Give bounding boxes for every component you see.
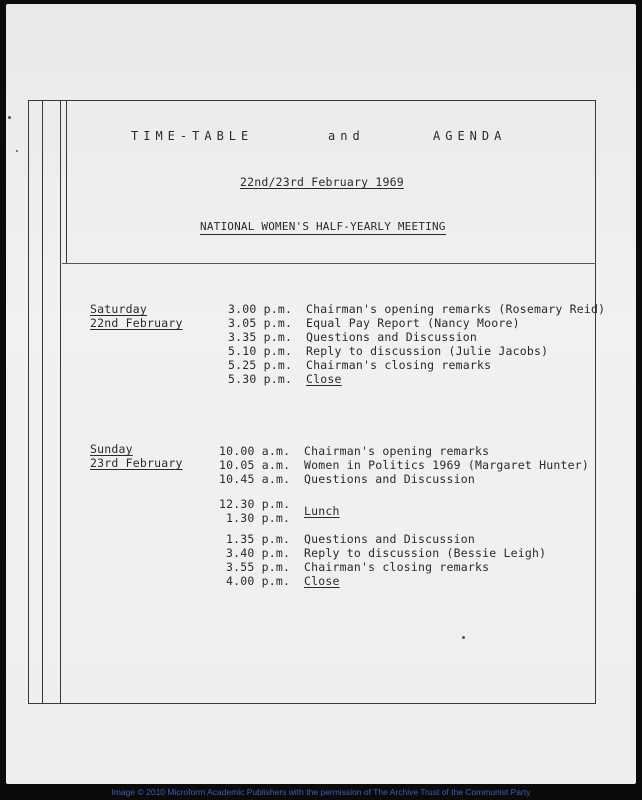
agenda-time: 3.05 p.m. bbox=[228, 316, 293, 330]
saturday-date: 22nd February bbox=[90, 316, 183, 330]
agenda-item: Reply to discussion (Bessie Leigh) bbox=[304, 546, 547, 560]
agenda-time: 10.05 a.m. bbox=[219, 458, 291, 472]
agenda-time: 4.00 p.m. bbox=[226, 574, 291, 588]
agenda-item: Women in Politics 1969 (Margaret Hunter) bbox=[304, 458, 589, 472]
agenda-item: Questions and Discussion bbox=[306, 330, 477, 344]
lunch-start-time: 12.30 p.m. bbox=[219, 497, 291, 511]
agenda-time: 5.30 p.m. bbox=[228, 372, 293, 386]
agenda-item: Questions and Discussion bbox=[304, 532, 475, 546]
meeting-title: NATIONAL WOMEN'S HALF-YEARLY MEETING bbox=[200, 220, 446, 233]
agenda-time: 3.00 p.m. bbox=[228, 302, 293, 316]
lunch-end-time: 1.30 p.m. bbox=[226, 511, 291, 525]
meeting-date: 22nd/23rd February 1969 bbox=[240, 175, 404, 189]
agenda-time: 5.25 p.m. bbox=[228, 358, 293, 372]
agenda-time: 5.10 p.m. bbox=[228, 344, 293, 358]
header-divider bbox=[62, 263, 596, 264]
margin-rule-3 bbox=[66, 100, 67, 263]
agenda-item: Chairman's closing remarks bbox=[304, 560, 490, 574]
agenda-item: Chairman's opening remarks bbox=[304, 444, 490, 458]
agenda-item: Chairman's closing remarks bbox=[306, 358, 492, 372]
page-border bbox=[28, 100, 596, 704]
saturday-day: Saturday bbox=[90, 302, 147, 316]
agenda-item: Chairman's opening remarks (Rosemary Reid) bbox=[306, 302, 606, 316]
speck bbox=[8, 116, 11, 119]
sunday-day: Sunday bbox=[90, 442, 133, 456]
margin-rule-2 bbox=[60, 100, 61, 704]
agenda-item: Questions and Discussion bbox=[304, 472, 475, 486]
agenda-time: 3.40 p.m. bbox=[226, 546, 291, 560]
sunday-date: 23rd February bbox=[90, 456, 183, 470]
agenda-time: 10.00 a.m. bbox=[219, 444, 291, 458]
copyright-footer: Image © 2010 Microform Academic Publishers with the permission of The Archive Trust of the Communist Party bbox=[111, 787, 531, 797]
margin-rule-1 bbox=[42, 100, 43, 704]
lunch-item: Lunch bbox=[304, 504, 340, 518]
agenda-time: 10.45 a.m. bbox=[219, 472, 291, 486]
agenda-item-close: Close bbox=[306, 372, 342, 386]
title-timetable: TIME-TABLE bbox=[131, 129, 254, 143]
title-agenda: AGENDA bbox=[433, 129, 507, 143]
agenda-time: 1.35 p.m. bbox=[226, 532, 291, 546]
speck bbox=[462, 636, 465, 639]
agenda-item: Reply to discussion (Julie Jacobs) bbox=[306, 344, 549, 358]
agenda-item: Equal Pay Report (Nancy Moore) bbox=[306, 316, 520, 330]
title-and: and bbox=[328, 129, 365, 143]
agenda-time: 3.35 p.m. bbox=[228, 330, 293, 344]
speck bbox=[16, 150, 18, 152]
agenda-item-close: Close bbox=[304, 574, 340, 588]
agenda-time: 3.55 p.m. bbox=[226, 560, 291, 574]
